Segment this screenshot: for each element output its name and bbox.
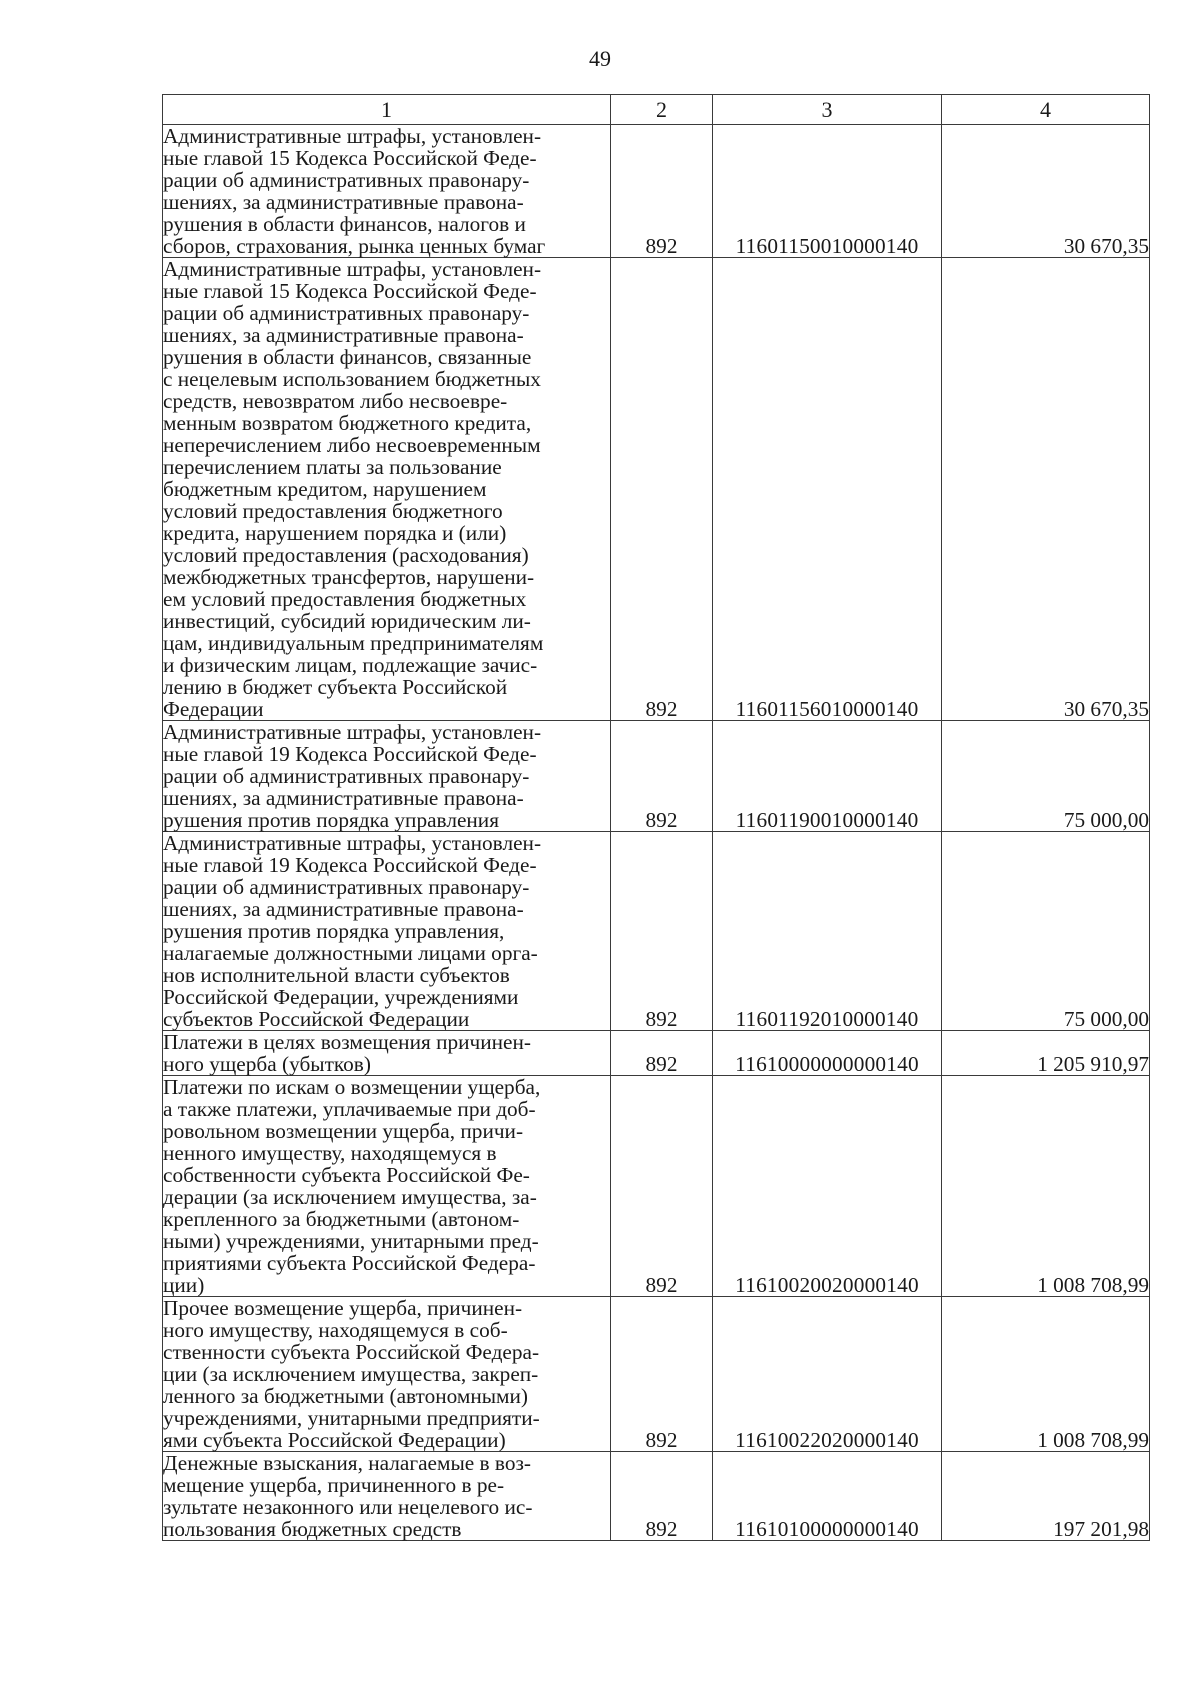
table-row xyxy=(163,125,1150,258)
row-admin-code: 892 xyxy=(611,258,713,721)
row-budget-code: 11610020020000140 xyxy=(713,1076,942,1297)
header-row xyxy=(163,95,1150,125)
row-budget-code: 11610100000000140 xyxy=(713,1452,942,1541)
header-col-4: 4 xyxy=(942,95,1150,125)
row-amount: 197 201,98 xyxy=(942,1452,1150,1541)
row-admin-code: 892 xyxy=(611,1076,713,1297)
row-description: Платежи в целях возмещения причинен- ного ущерба (убытков) xyxy=(163,1031,611,1076)
row-amount: 1 008 708,99 xyxy=(942,1076,1150,1297)
table-header xyxy=(163,95,1150,125)
table-row xyxy=(163,1031,1150,1076)
row-budget-code: 11610022020000140 xyxy=(713,1297,942,1452)
table-row xyxy=(163,258,1150,721)
row-amount: 30 670,35 xyxy=(942,125,1150,258)
header-col-2: 2 xyxy=(611,95,713,125)
row-admin-code: 892 xyxy=(611,1031,713,1076)
row-budget-code: 11601192010000140 xyxy=(713,832,942,1031)
row-budget-code: 11601150010000140 xyxy=(713,125,942,258)
row-description: Прочее возмещение ущерба, причинен- ного имуществу, находящемуся в соб- ственности субъекта Российской Федера- ции (за исключением имущества, закреп- ленного за бюджетными (автономными) учреждениями, унитарными предприяти- ями субъекта Российской Федерации) xyxy=(163,1297,611,1452)
row-budget-code: 11601156010000140 xyxy=(713,258,942,721)
row-admin-code: 892 xyxy=(611,1452,713,1541)
table-row xyxy=(163,1076,1150,1297)
table-row xyxy=(163,832,1150,1031)
row-amount: 75 000,00 xyxy=(942,721,1150,832)
table-row xyxy=(163,1452,1150,1541)
row-admin-code: 892 xyxy=(611,832,713,1031)
row-amount: 30 670,35 xyxy=(942,258,1150,721)
row-description: Денежные взыскания, налагаемые в воз- мещение ущерба, причиненного в ре- зультате незаконного или нецелевого ис- пользования бюджетных средств xyxy=(163,1452,611,1541)
row-budget-code: 11610000000000140 xyxy=(713,1031,942,1076)
table-row xyxy=(163,1297,1150,1452)
page-number: 49 xyxy=(589,46,611,71)
header-col-3: 3 xyxy=(713,95,942,125)
revenue-table xyxy=(162,94,1150,1541)
row-admin-code: 892 xyxy=(611,1297,713,1452)
table-body xyxy=(163,125,1150,1541)
row-description: Административные штрафы, установлен- ные главой 19 Кодекса Российской Феде- рации об административных правонару- шениях, за административные правона- рушения против порядка управления, налагаемые должностными лицами орга- нов исполнительной власти субъектов Российской Федерации, учреждениями субъектов Российской Федерации xyxy=(163,832,611,1031)
row-amount: 1 205 910,97 xyxy=(942,1031,1150,1076)
row-description: Административные штрафы, установлен- ные главой 15 Кодекса Российской Феде- рации об административных правонару- шениях, за административные правона- рушения в области финансов, связанные с нецелевым использованием бюджетных средств, невозвратом либо несвоевре- менным возвратом бюджетного кредита, неперечислением либо несвоевременным перечислением платы за пользование бюджетным кредитом, нарушением условий предоставления бюджетного кредита, нарушением порядка и (или) условий предоставления (расходования) межбюджетных трансфертов, нарушени- ем условий предоставления бюджетных инвестиций, субсидий юридическим ли- цам, индивидуальным предпринимателям и физическим лицам, подлежащие зачис- лению в бюджет субъекта Российской Федерации xyxy=(163,258,611,721)
table-row xyxy=(163,721,1150,832)
header-col-1: 1 xyxy=(163,95,611,125)
row-amount: 75 000,00 xyxy=(942,832,1150,1031)
row-description: Административные штрафы, установлен- ные главой 19 Кодекса Российской Феде- рации об административных правонару- шениях, за административные правона- рушения против порядка управления xyxy=(163,721,611,832)
row-amount: 1 008 708,99 xyxy=(942,1297,1150,1452)
row-description: Административные штрафы, установлен- ные главой 15 Кодекса Российской Феде- рации об административных правонару- шениях, за административные правона- рушения в области финансов, налогов и сборов, страхования, рынка ценных бумаг xyxy=(163,125,611,258)
row-budget-code: 11601190010000140 xyxy=(713,721,942,832)
row-admin-code: 892 xyxy=(611,125,713,258)
row-description: Платежи по искам о возмещении ущерба, а также платежи, уплачиваемые при доб- ровольном возмещении ущерба, причи- ненного имуществу, находящемуся в собственности субъекта Российской Фе- дерации (за исключением имущества, за- крепленного за бюджетными (автоном- ными) учреждениями, унитарными пред- приятиями субъекта Российской Федера- ции) xyxy=(163,1076,611,1297)
row-admin-code: 892 xyxy=(611,721,713,832)
